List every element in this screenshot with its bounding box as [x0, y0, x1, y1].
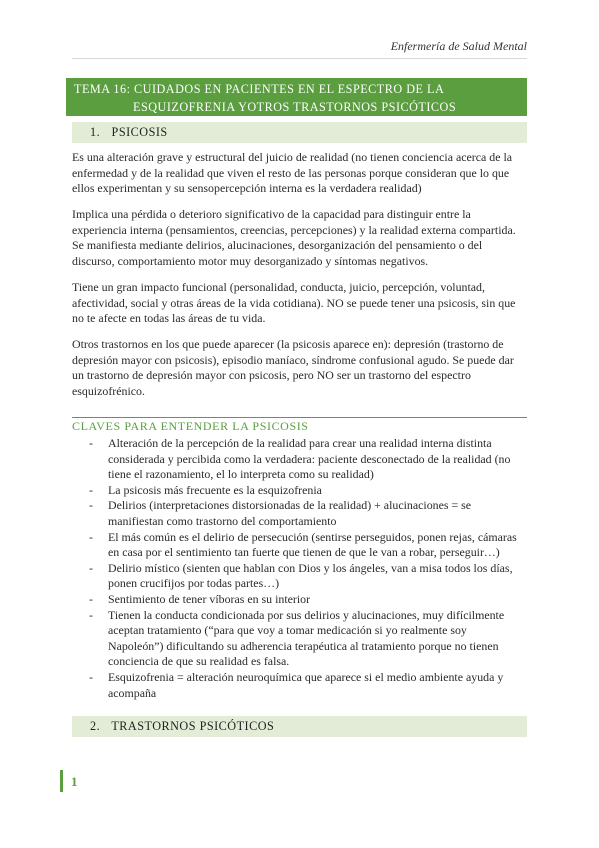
paragraph-3 — [72, 280, 532, 327]
section-number: 1. — [90, 125, 101, 139]
section-heading-trastornos — [72, 716, 527, 737]
dash-bullet: - — [89, 591, 93, 606]
list-item — [72, 498, 532, 529]
chapter-title-line-1: TEMA 16: CUIDADOS EN PACIENTES EN EL ESPECTRO DE LA — [74, 82, 445, 96]
section-title: TRASTORNOS PSICÓTICOS — [111, 719, 275, 733]
text-line: La psicosis más frecuente es la esquizofrenia — [108, 482, 322, 497]
text-line: ponen crucifijos por todas partes…) — [108, 576, 280, 591]
text-line: esquizofrénico. — [72, 383, 145, 398]
text-line: tiene el razonamiento, el lo interpreta como su realidad) — [108, 467, 374, 482]
dash-bullet: - — [89, 607, 93, 622]
claves-bullet-list — [72, 436, 532, 701]
text-line: discurso, comportamiento motor muy desorganizado y síntomas negativos. — [72, 253, 429, 268]
text-line: considerada y percibida como la verdadera: paciente desconectado de la realidad (no — [108, 451, 511, 466]
list-item — [72, 670, 532, 701]
list-item — [72, 483, 532, 499]
running-header: Enfermería de Salud Mental — [390, 39, 527, 53]
text-line: Napoleón”) dificultando su adherencia terapéutica al tratamiento porque no tienen — [108, 638, 499, 653]
dash-bullet: - — [89, 436, 93, 450]
section-heading-psicosis — [72, 122, 527, 143]
list-item — [72, 530, 532, 561]
dash-bullet: - — [89, 529, 93, 544]
header-divider — [72, 58, 527, 59]
chapter-title-banner — [66, 78, 527, 116]
text-line: Tiene un gran impacto funcional (personalidad, conducta, juicio, percepción, voluntad, — [72, 280, 485, 294]
text-line: Implica una pérdida o deterioro significativo de la capacidad para distinguir entre la — [72, 207, 471, 221]
text-line: enfermedad y de la realidad que viven el resto de las personas porque consideran que lo que — [72, 165, 510, 180]
text-line: Delirio místico (sienten que hablan con Dios y los ángeles, van a misa todos los días, — [108, 560, 513, 575]
text-line: Se manifiesta mediante delirios, alucinaciones, desorganización del pensamiento o del — [72, 238, 483, 253]
text-line: Esquizofrenia = alteración neuroquímica que aparece si el medio ambiente ayuda y — [108, 669, 504, 684]
dash-bullet: - — [89, 498, 93, 513]
page-number-accent — [60, 770, 63, 792]
dash-bullet: - — [89, 669, 93, 684]
paragraph-1 — [72, 150, 532, 197]
text-line: conciencia de que su realidad es falsa. — [108, 654, 290, 669]
text-line: Es una alteración grave y estructural del juicio de realidad (no tienen conciencia acerca de la — [72, 150, 513, 164]
text-line: aceptan tratamiento (“para que voy a tomar medicación si yo realmente soy — [108, 623, 467, 638]
text-line: ellos experimentan y su sensopercepción interna es la verdadera realidad) — [72, 181, 422, 196]
text-line: manifiestan como trastorno del comportamiento — [108, 513, 337, 528]
section-number: 2. — [90, 719, 101, 733]
text-line: Sentimiento de tener víboras en su interior — [108, 591, 311, 606]
paragraph-2 — [72, 207, 532, 269]
text-line: acompaña — [108, 685, 157, 700]
text-line: Tienen la conducta condicionada por sus delirios y alucinaciones, muy difícilmente — [108, 607, 505, 622]
chapter-title-line-2: ESQUIZOFRENIA YOTROS TRASTORNOS PSICÓTICOS — [133, 100, 457, 114]
text-line: Otros trastornos en los que puede aparecer (la psicosis aparece en): depresión (trastorno de — [72, 337, 504, 351]
list-item — [72, 561, 532, 592]
text-line: Alteración de la percepción de la realidad para crear una realidad interna distinta — [108, 436, 492, 450]
list-item — [72, 608, 532, 670]
dash-bullet: - — [89, 482, 93, 497]
section-title: PSICOSIS — [111, 125, 168, 139]
paragraph-4 — [72, 337, 532, 399]
text-line: Delirios (interpretaciones distorsionadas de la realidad) + alucinaciones = se — [108, 498, 472, 513]
page-number: 1 — [71, 774, 78, 789]
list-item — [72, 592, 532, 608]
text-line: afectividad, social y otras áreas de la vida cotidiana). NO se puede tener una psicosis, sin que — [72, 295, 516, 310]
text-line: en casa por el sentimiento tan fuerte que tienen de que le van a robar, perseguir…) — [108, 545, 500, 560]
text-line: depresión mayor con psicosis), episodio maníaco, síndrome confusional agudo. Se puede dar — [72, 352, 514, 367]
subheading-claves: CLAVES PARA ENTENDER LA PSICOSIS — [72, 417, 527, 434]
text-line: un trastorno de depresión mayor con psicosis, pero NO ser un trastorno del espectro — [72, 368, 471, 383]
text-line: no te afecte en todas las áreas de tu vida. — [72, 311, 266, 326]
text-line: experiencia interna (pensamientos, creencias, percepciones) y la realidad externa compartida. — [72, 222, 516, 237]
dash-bullet: - — [89, 560, 93, 575]
list-item — [72, 436, 532, 483]
text-line: El más común es el delirio de persecución (sentirse perseguidos, ponen rejas, cámaras — [108, 529, 517, 544]
